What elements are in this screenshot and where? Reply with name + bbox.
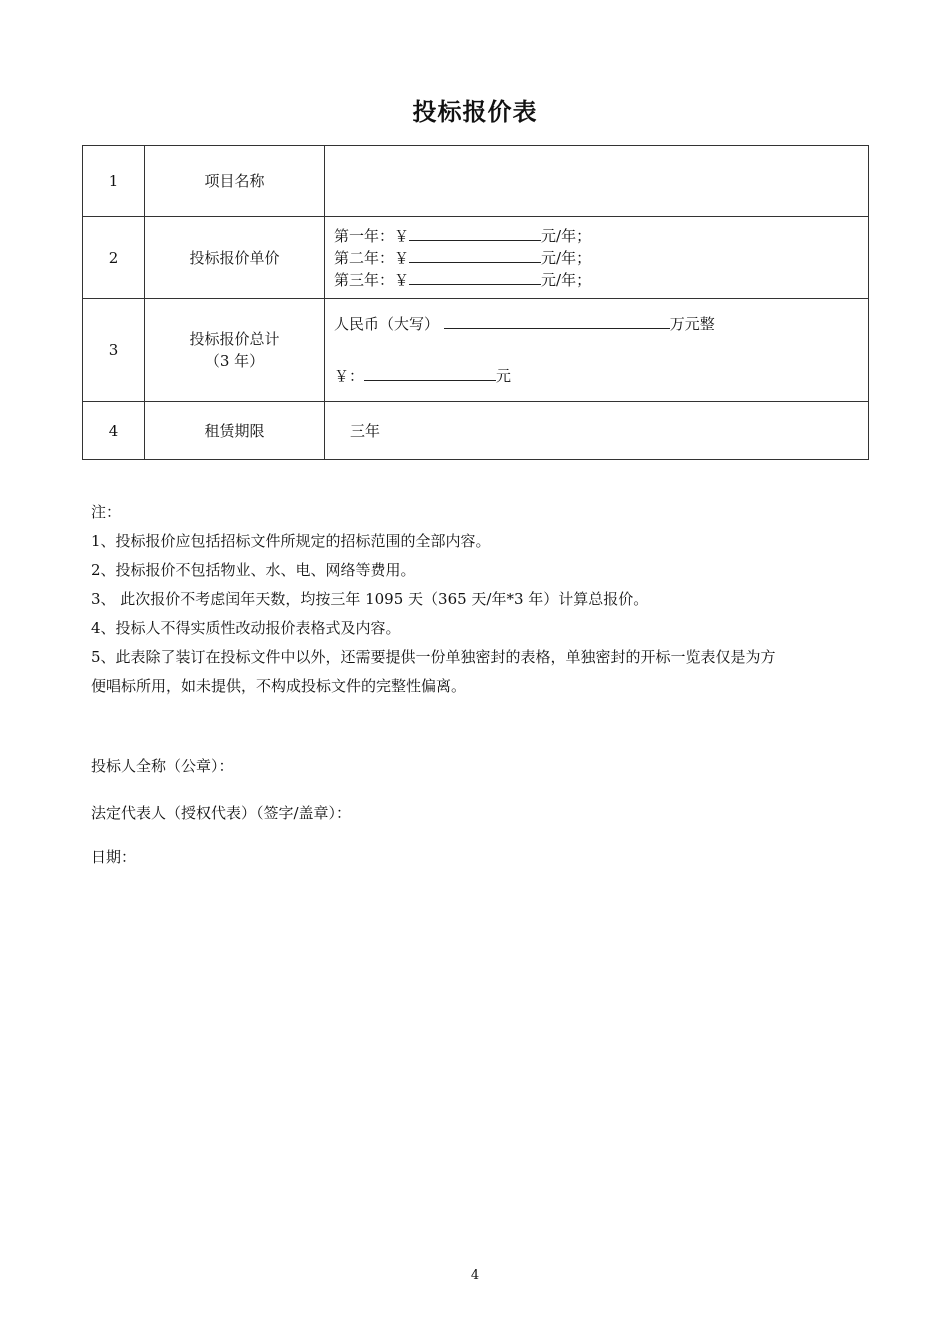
- total-label-line2: （3 年）: [204, 352, 265, 370]
- page-number: 4: [470, 1268, 480, 1283]
- total-price-cell: [325, 299, 869, 402]
- rmb-amount-blank[interactable]: [444, 313, 670, 329]
- row-label-lease-term: 租赁期限: [145, 402, 325, 460]
- total-label-line1: 投标报价总计: [189, 330, 280, 348]
- note-item: 4、投标人不得实质性改动报价表格式及内容。: [91, 619, 401, 637]
- date-label: 日期：: [91, 848, 137, 866]
- rmb-suffix: 万元整: [669, 315, 715, 333]
- table-row: [83, 146, 869, 217]
- unit-price-cell: [325, 217, 869, 299]
- note-item: 1、投标报价应包括招标文件所规定的招标范围的全部内容。: [91, 532, 491, 550]
- row-number: 1: [83, 146, 145, 217]
- table-row: [83, 402, 869, 460]
- note-item: 3、 此次报价不考虑闰年天数，均按三年 1095 天（365 天/年*3 年）计算总报价。: [91, 590, 649, 608]
- note-item: 便唱标所用，如未提供，不构成投标文件的完整性偏离。: [91, 677, 467, 695]
- year1-price-blank[interactable]: [409, 225, 541, 241]
- yen-label: ￥：: [334, 367, 365, 385]
- notes-section: [91, 498, 871, 701]
- note-item: 2、投标报价不包括物业、水、电、网络等费用。: [91, 561, 416, 579]
- row-label-project-name: 项目名称: [145, 146, 325, 217]
- rmb-amount-line: [334, 313, 868, 335]
- unit-label: 元/年；: [541, 248, 592, 267]
- unit-label: 元/年；: [541, 270, 592, 289]
- yen-amount-blank[interactable]: [364, 365, 496, 381]
- year2-price-blank[interactable]: [409, 247, 541, 263]
- year1-label: 第一年：￥: [334, 226, 410, 245]
- yen-suffix: 元: [496, 367, 512, 385]
- unit-label: 元/年；: [541, 226, 592, 245]
- row-number: 4: [83, 402, 145, 460]
- row-number: 2: [83, 217, 145, 299]
- year2-label: 第二年：￥: [334, 248, 410, 267]
- table-row: [83, 217, 869, 299]
- bidder-name-label: 投标人全称（公章）：: [91, 757, 234, 775]
- year3-price-line: [334, 269, 868, 291]
- rmb-label: 人民币（大写）: [334, 315, 440, 333]
- row-label-total-price: [145, 299, 325, 402]
- year3-label: 第三年：￥: [334, 270, 410, 289]
- project-name-field[interactable]: [325, 146, 869, 217]
- year1-price-line: [334, 225, 868, 247]
- yen-amount-line: [334, 365, 868, 387]
- row-label-unit-price: 投标报价单价: [145, 217, 325, 299]
- year2-price-line: [334, 247, 868, 269]
- lease-term-value: 三年: [325, 402, 869, 460]
- page-title: 投标报价表: [412, 98, 538, 126]
- bid-price-table: [82, 145, 869, 460]
- legal-representative-label: 法定代表人（授权代表）（签字/盖章）：: [91, 804, 352, 822]
- year3-price-blank[interactable]: [409, 269, 541, 285]
- table-row: [83, 299, 869, 402]
- note-item: 5、此表除了装订在投标文件中以外，还需要提供一份单独密封的表格，单独密封的开标一览表仅是为方: [91, 648, 776, 666]
- row-number: 3: [83, 299, 145, 402]
- notes-heading: 注：: [91, 503, 122, 521]
